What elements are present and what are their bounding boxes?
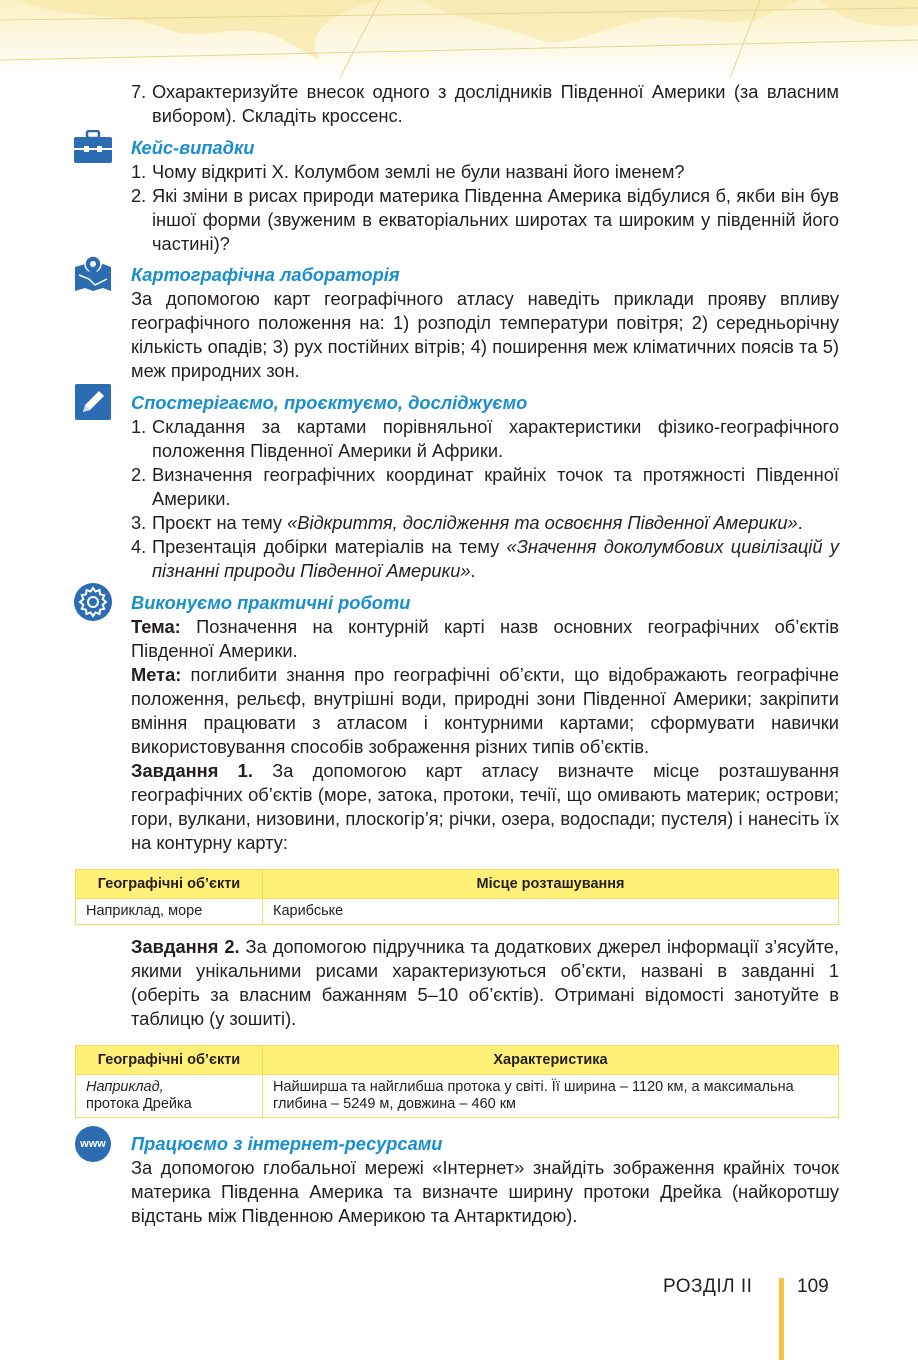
table-cell: Наприклад, море xyxy=(76,899,263,925)
list-number: 4. xyxy=(131,536,147,557)
list-number: 1. xyxy=(131,416,147,437)
table-header-row xyxy=(76,870,839,899)
section-title: Виконуємо практичні роботи xyxy=(131,592,411,613)
section-title: Працюємо з інтернет-ресурсами xyxy=(131,1133,443,1154)
pencil-icon xyxy=(73,385,113,419)
table-header-row xyxy=(76,1046,839,1075)
list-text: Охарактеризуйте внесок одного з дослідників Південної Америки (за власним вибором). Складіть кроссенс. xyxy=(152,81,839,126)
list-text: Які зміни в рисах природи материка Південна Америка відбулися б, якби він був іншої форми (звуженим в екваторіальних широтах та широким у південній його частині)? xyxy=(152,185,839,254)
table-header: Місце розташування xyxy=(263,870,839,899)
section-title: Кейс-випадки xyxy=(131,137,255,158)
task2-text: За допомогою підручника та додаткових джерел інформації з’ясуйте, якими унікальними рисами характеризуються об’єкти, названі в завданні 1 (оберіть за власним бажанням 5–10 об’єктів). Отримані відомості занотуйте в таблицю (у зошиті). xyxy=(131,936,839,1029)
task1-label: Завдання 1. xyxy=(131,760,253,781)
practical-section xyxy=(86,591,839,1118)
task2-label: Завдання 2. xyxy=(131,936,240,957)
case-section xyxy=(131,136,839,256)
list-number: 2. xyxy=(131,464,147,485)
lab-text: За допомогою карт географічного атласу наведіть приклади прояву впливу географічного положення на: 1) розподіл температури повітря; 2) середньорічну кількість опадів; 3) рух постійних вітрів; 4) поширення меж кліматичних поясів та 5) меж природних зон. xyxy=(131,288,839,381)
list-item xyxy=(131,535,839,583)
observe-section xyxy=(131,391,839,583)
list-number: 7. xyxy=(131,81,147,102)
list-text: Чому відкриті Х. Колумбом землі не були названі його іменем? xyxy=(152,161,685,182)
list-item xyxy=(131,160,839,184)
topic-paragraph xyxy=(131,615,839,663)
objects-characteristics-table xyxy=(75,1045,839,1118)
presentation-title: «Значення доколумбових цивілізацій у пізнанні природи Південної Америки» xyxy=(152,536,839,581)
example-label: Наприклад, xyxy=(86,1079,164,1095)
list-item xyxy=(131,184,839,256)
page-content xyxy=(80,80,839,1228)
gear-icon xyxy=(73,585,113,619)
example-object: протока Дрейка xyxy=(86,1096,192,1112)
list-tail: . xyxy=(797,512,803,533)
table-row xyxy=(76,1075,839,1118)
list-text: Визначення географічних координат крайніх точок та протяжності Південної Америки. xyxy=(152,464,839,509)
table-header: Характеристика xyxy=(263,1046,839,1075)
task1-paragraph xyxy=(131,759,839,855)
list-item xyxy=(131,463,839,511)
section-title: Спостерігаємо, проєктуємо, досліджуємо xyxy=(131,392,528,413)
objects-location-table xyxy=(75,869,839,925)
list-text: Проєкт на тему xyxy=(152,512,288,533)
list-number: 1. xyxy=(131,161,147,182)
list-text: Презентація добірки матеріалів на тему xyxy=(152,536,507,557)
table-header: Географічні об’єкти xyxy=(76,1046,263,1075)
list-item xyxy=(131,80,839,128)
internet-section xyxy=(80,1132,839,1228)
page-number: 109 xyxy=(797,1276,829,1297)
section-label: РОЗДІЛ II xyxy=(663,1276,753,1297)
briefcase-icon xyxy=(73,130,113,164)
table-cell: Карибське xyxy=(263,899,839,925)
table-row xyxy=(76,899,839,925)
section-title: Картографічна лабораторія xyxy=(131,264,400,285)
list-item xyxy=(131,415,839,463)
task2-paragraph xyxy=(131,935,839,1031)
task1-text: За допомогою карт атласу визначте місце розташування географічних об’єктів (море, затока, протоки, течії, що омивають материк; острови; гори, вулкани, низовини, плоскогір’я; річки, озера, водоспади; пустеля) і нанесіть їх на контурну карту: xyxy=(131,760,839,853)
goal-text: поглибити знання про географічні об’єкти, що відображають географічне положення, рельєф, внутрішні води, природні зони Південної Америки; закріпити вміння працювати з атласом і контурними картами; сформувати навички використовування способів зображення різних типів об’єктів. xyxy=(131,664,839,757)
table-header: Географічні об’єкти xyxy=(76,870,263,899)
list-text: Складання за картами порівняльної характеристики фізико-географічного положення Південної Америки й Африки. xyxy=(152,416,839,461)
project-title: «Відкриття, дослідження та освоєння Південної Америки» xyxy=(287,512,798,533)
goal-label: Мета: xyxy=(131,664,182,685)
www-icon xyxy=(73,1127,113,1161)
list-tail: . xyxy=(470,560,476,581)
lab-section xyxy=(131,263,839,383)
footer-divider xyxy=(779,1278,784,1360)
table-cell: Найширша та найглибша протока у світі. Її ширина – 1120 км, а максимальна глибина – 5249 м, довжина – 460 км xyxy=(263,1075,839,1118)
www-icon-label: www xyxy=(80,1138,106,1150)
goal-paragraph xyxy=(131,663,839,759)
table-cell xyxy=(76,1075,263,1118)
list-number: 3. xyxy=(131,512,147,533)
list-item xyxy=(131,511,839,535)
map-pin-icon xyxy=(73,257,113,291)
list-number: 2. xyxy=(131,185,147,206)
map-header-decoration xyxy=(0,0,918,78)
internet-text: За допомогою глобальної мережі «Інтернет» знайдіть зображення крайніх точок материка Південна Америка та визначте ширину протоки Дрейка (найкоротшу відстань між Південною Америкою та Антарктидою). xyxy=(131,1157,839,1226)
topic-label: Тема: xyxy=(131,616,181,637)
topic-text: Позначення на контурній карті назв основних географічних об’єктів Південної Америки. xyxy=(131,616,839,661)
